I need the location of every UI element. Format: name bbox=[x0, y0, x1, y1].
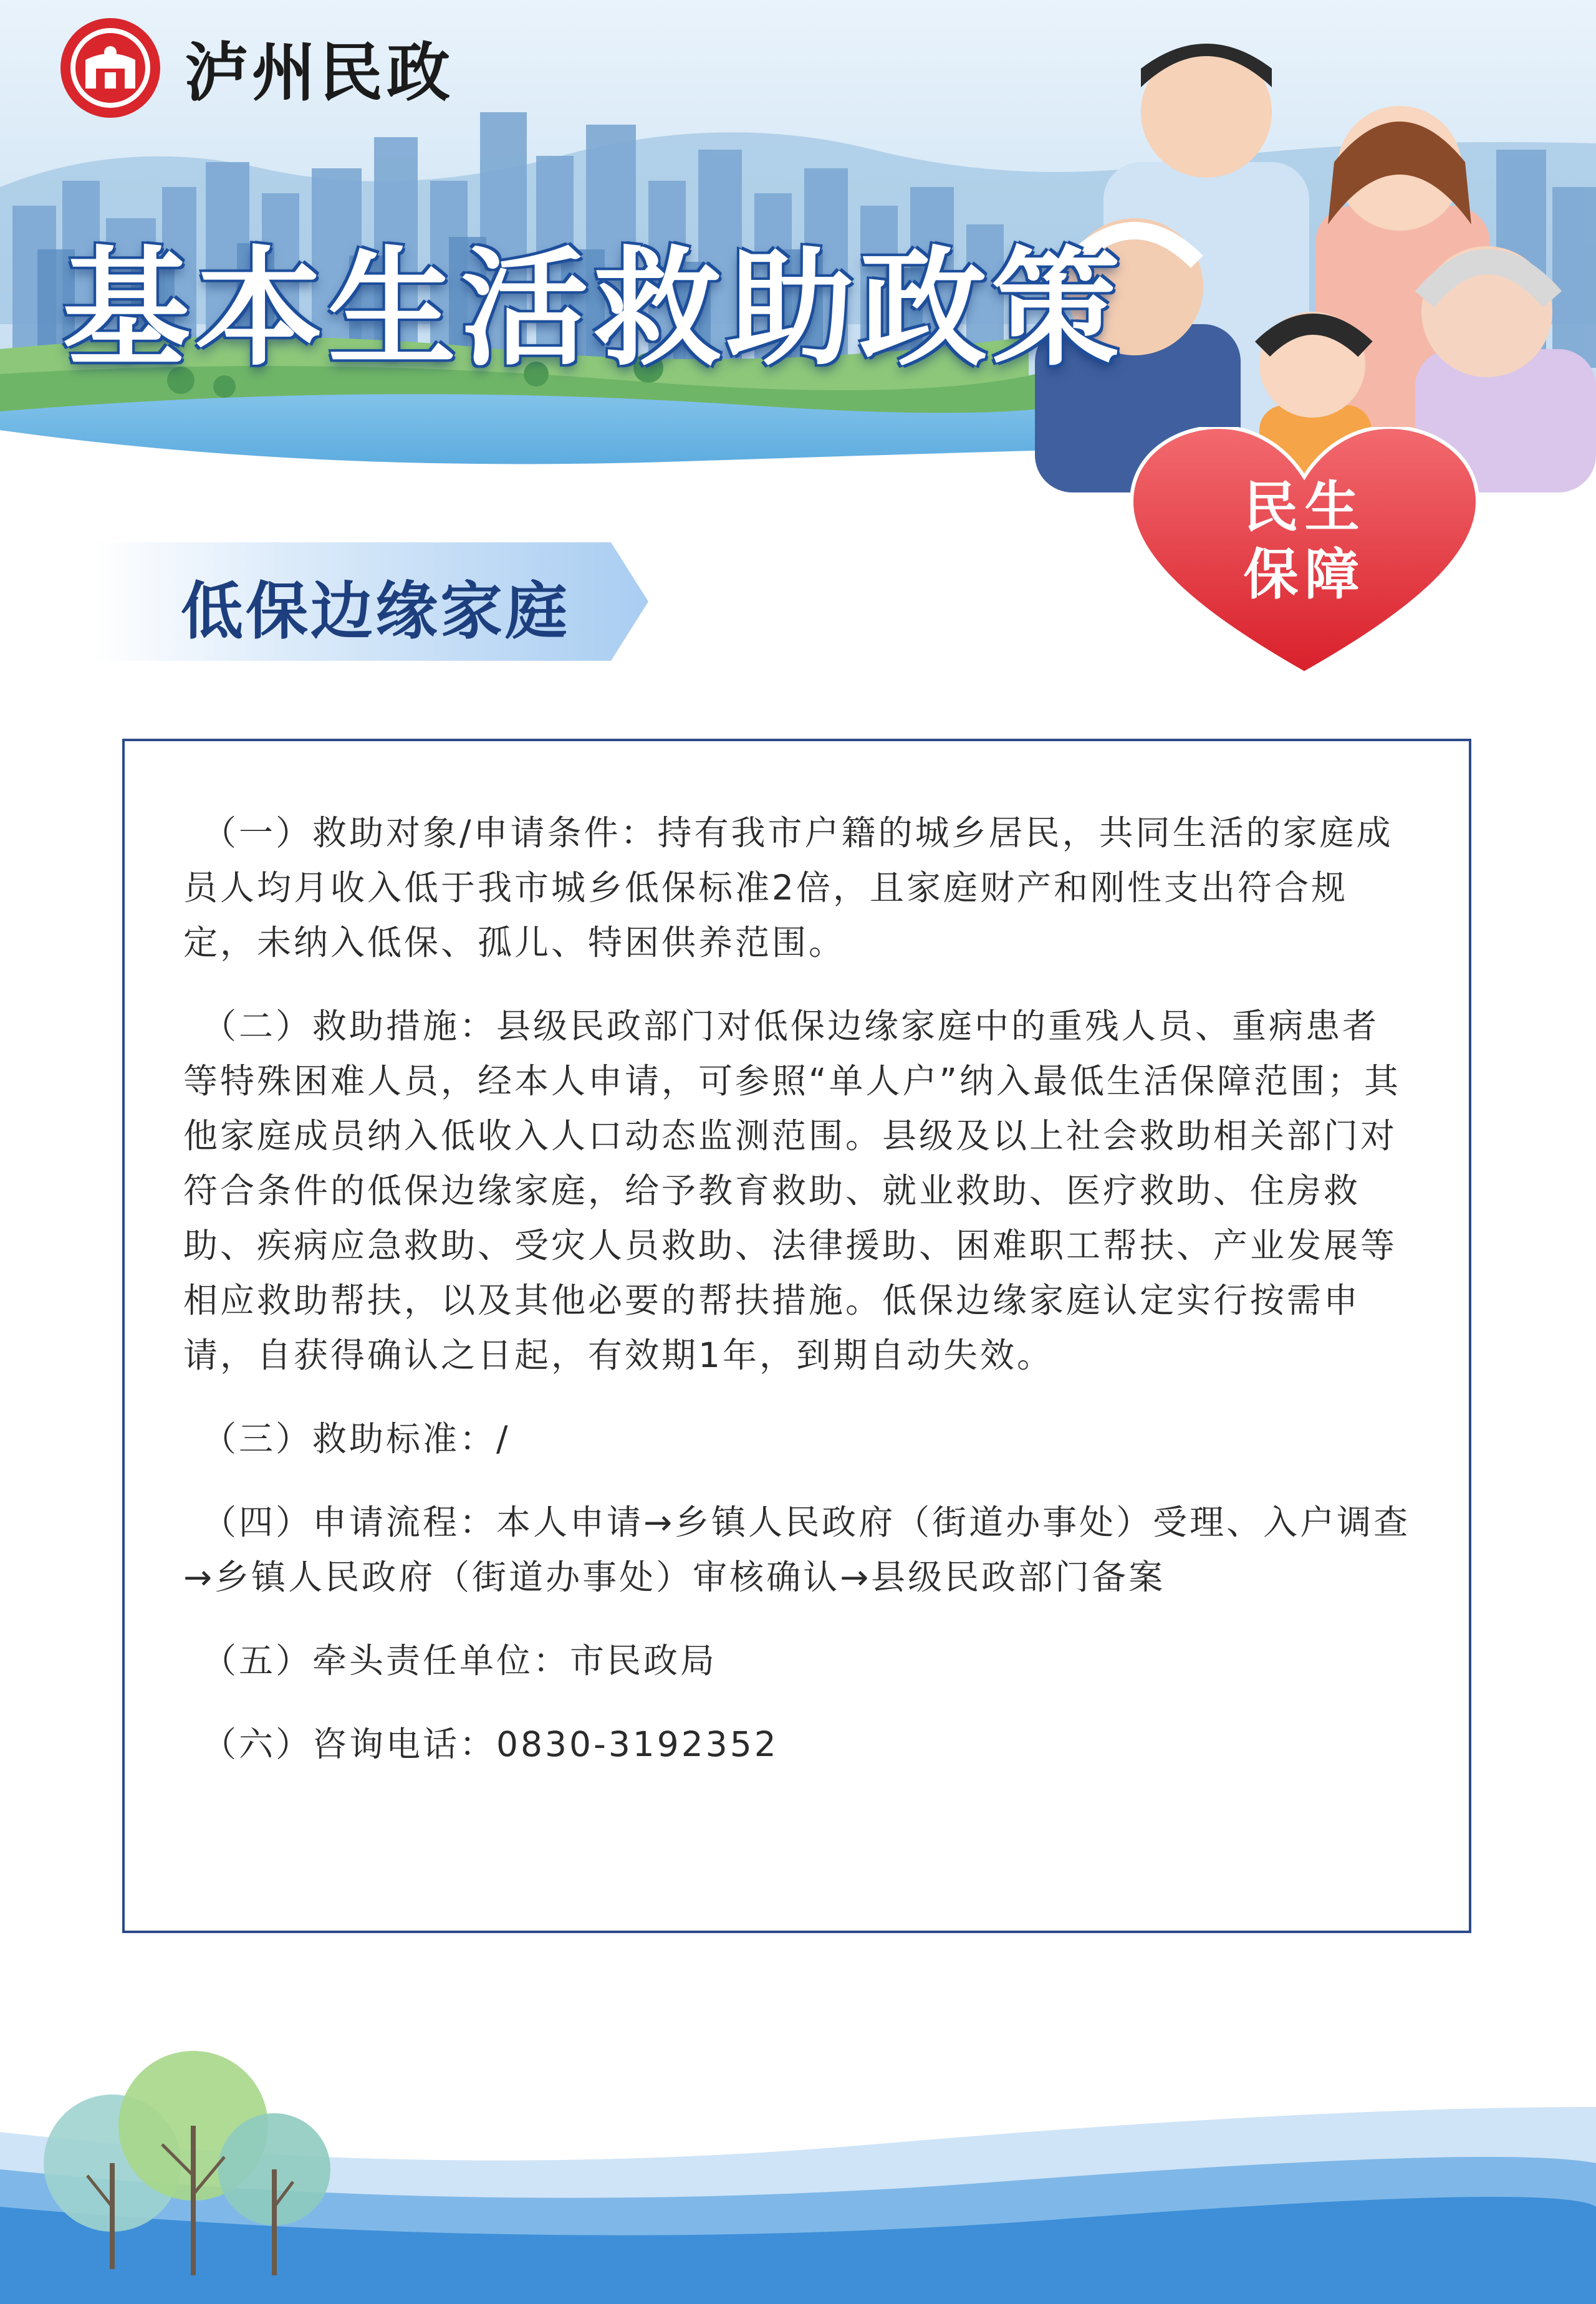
footer-decoration bbox=[0, 2020, 1596, 2304]
badge-line-2: 保障 bbox=[1243, 542, 1366, 607]
brand-header bbox=[57, 15, 454, 121]
para-phone: （六）咨询电话：0830-3192352 bbox=[202, 1724, 779, 1764]
para-lead-unit: （五）牵头责任单位：市民政局 bbox=[202, 1641, 718, 1681]
para-target: （一）救助对象/申请条件：持有我市户籍的城乡居民，共同生活的家庭成员人均月收入低于我市城乡低保标准2倍，且家庭财产和刚性支出符合规定，未纳入低保、孤儿、特困供养范围。 bbox=[183, 813, 1393, 962]
para-measures: （二）救助措施：县级民政部门对低保边缘家庭中的重残人员、重病患者等特殊困难人员，经本人申请，可参照“单人户”纳入最低生活保障范围；其他家庭成员纳入低收入人口动态监测范围。县级及以上社会救助相关部门对符合条件的低保边缘家庭，给予教育救助、就业救助、医疗救助、住房救助、疾病应急救助、受灾人员救助、法律援助、困难职工帮扶、产业发展等相应救助帮扶，以及其他必要的帮扶措施。低保边缘家庭认定实行按需申请，自获得确认之日起，有效期1年，到期自动失效。 bbox=[183, 1006, 1401, 1375]
section-title: 低保边缘家庭 bbox=[181, 575, 570, 648]
civil-affairs-logo-icon bbox=[57, 15, 163, 121]
brand-name: 泸州民政 bbox=[185, 36, 454, 110]
policy-text bbox=[183, 805, 1411, 1800]
heart-badge-text bbox=[1125, 474, 1484, 608]
page-title: 基本生活救助政策 bbox=[62, 235, 1125, 383]
badge-line-1: 民生 bbox=[1243, 475, 1366, 539]
para-process: （四）申请流程：本人申请→乡镇人民政府（街道办事处）受理、入户调查→乡镇人民政府（街道办事处）审核确认→县级民政部门备案 bbox=[183, 1502, 1411, 1597]
para-standard: （三）救助标准：/ bbox=[202, 1419, 511, 1459]
